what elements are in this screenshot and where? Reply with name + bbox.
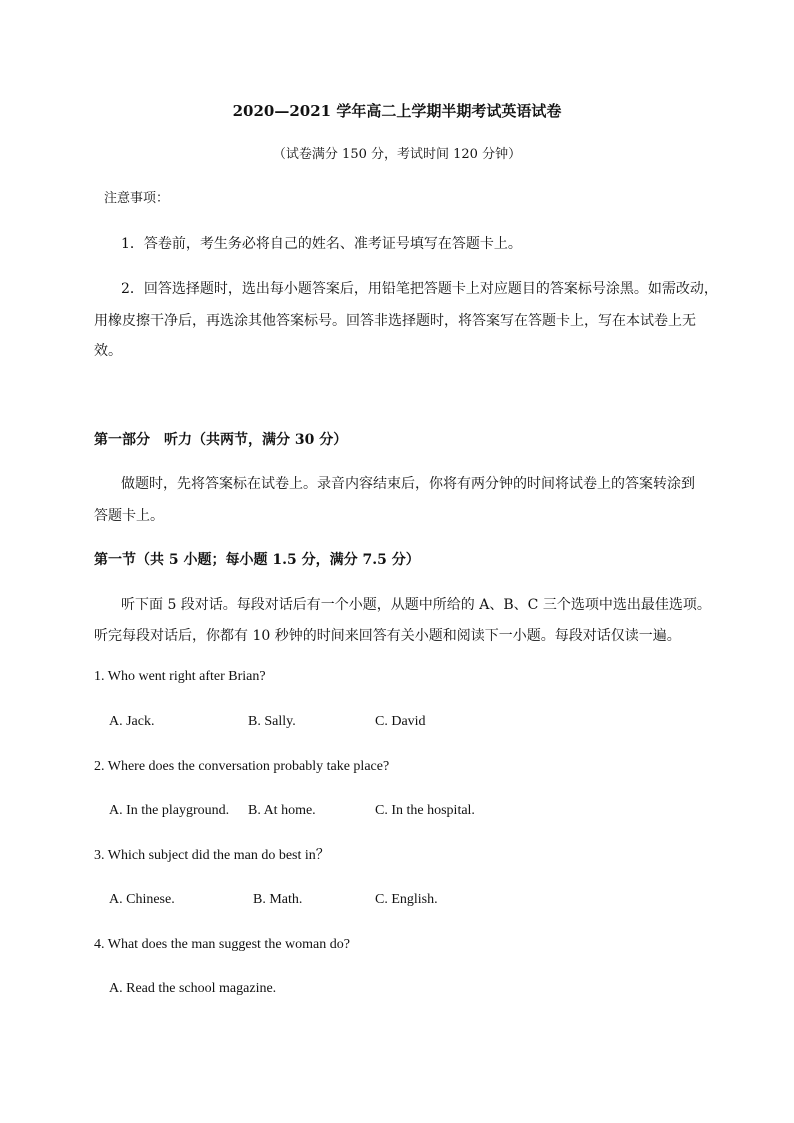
question-2: 2. Where does the conversation probably take place? xyxy=(94,759,390,774)
question-2-option-b: B. At home. xyxy=(248,803,316,818)
section1-intro-line-2: 听完每段对话后，你都有 10 秒钟的时间来回答有关小题和阅读下一小题。每段对话仅读一遍。 xyxy=(94,628,681,644)
exam-title: 2020—2021 学年高二上学期半期考试英语试卷 xyxy=(232,102,562,120)
question-1-option-a: A. Jack. xyxy=(109,714,155,729)
notes-heading: 注意事项： xyxy=(104,191,170,206)
section1-intro-line-1: 听下面 5 段对话。每段对话后有一个小题，从题中所给的 A、B、C 三个选项中选出最佳选项。 xyxy=(121,597,711,613)
question-2-option-c: C. In the hospital. xyxy=(375,803,475,818)
question-1: 1. Who went right after Brian? xyxy=(94,669,266,684)
question-3-option-c: C. English. xyxy=(375,892,438,907)
part1-intro-line-1: 做题时，先将答案标在试卷上。录音内容结束后，你将有两分钟的时间将试卷上的答案转涂到 xyxy=(121,476,695,492)
question-3: 3. Which subject did the man do best in？ xyxy=(94,848,330,863)
question-3-option-b: B. Math. xyxy=(253,892,303,907)
notes-item-1: 1．答卷前，考生务必将自己的姓名、准考证号填写在答题卡上。 xyxy=(121,236,522,252)
notes-item-2-line-3: 效。 xyxy=(94,343,122,359)
notes-item-2-line-1: 2．回答选择题时，选出每小题答案后，用铅笔把答题卡上对应题目的答案标号涂黑。如需改动， xyxy=(121,281,718,297)
question-4-option-a: A. Read the school magazine. xyxy=(109,981,277,996)
question-3-option-a: A. Chinese. xyxy=(109,892,175,907)
section1-heading: 第一节（共 5 小题；每小题 1.5 分，满分 7.5 分） xyxy=(94,552,420,568)
part1-heading: 第一部分 听力（共两节，满分 30 分） xyxy=(94,432,348,448)
question-4: 4. What does the man suggest the woman do? xyxy=(94,937,350,952)
question-2-option-a: A. In the playground. xyxy=(109,803,230,818)
exam-subtitle: （试卷满分 150 分，考试时间 120 分钟） xyxy=(272,147,522,162)
question-1-option-b: B. Sally. xyxy=(248,714,296,729)
part1-intro-line-2: 答题卡上。 xyxy=(94,508,164,524)
notes-item-2-line-2: 用橡皮擦干净后，再选涂其他答案标号。回答非选择题时，将答案写在答题卡上，写在本试卷上无 xyxy=(94,313,696,329)
question-1-option-c: C. David xyxy=(375,714,426,729)
